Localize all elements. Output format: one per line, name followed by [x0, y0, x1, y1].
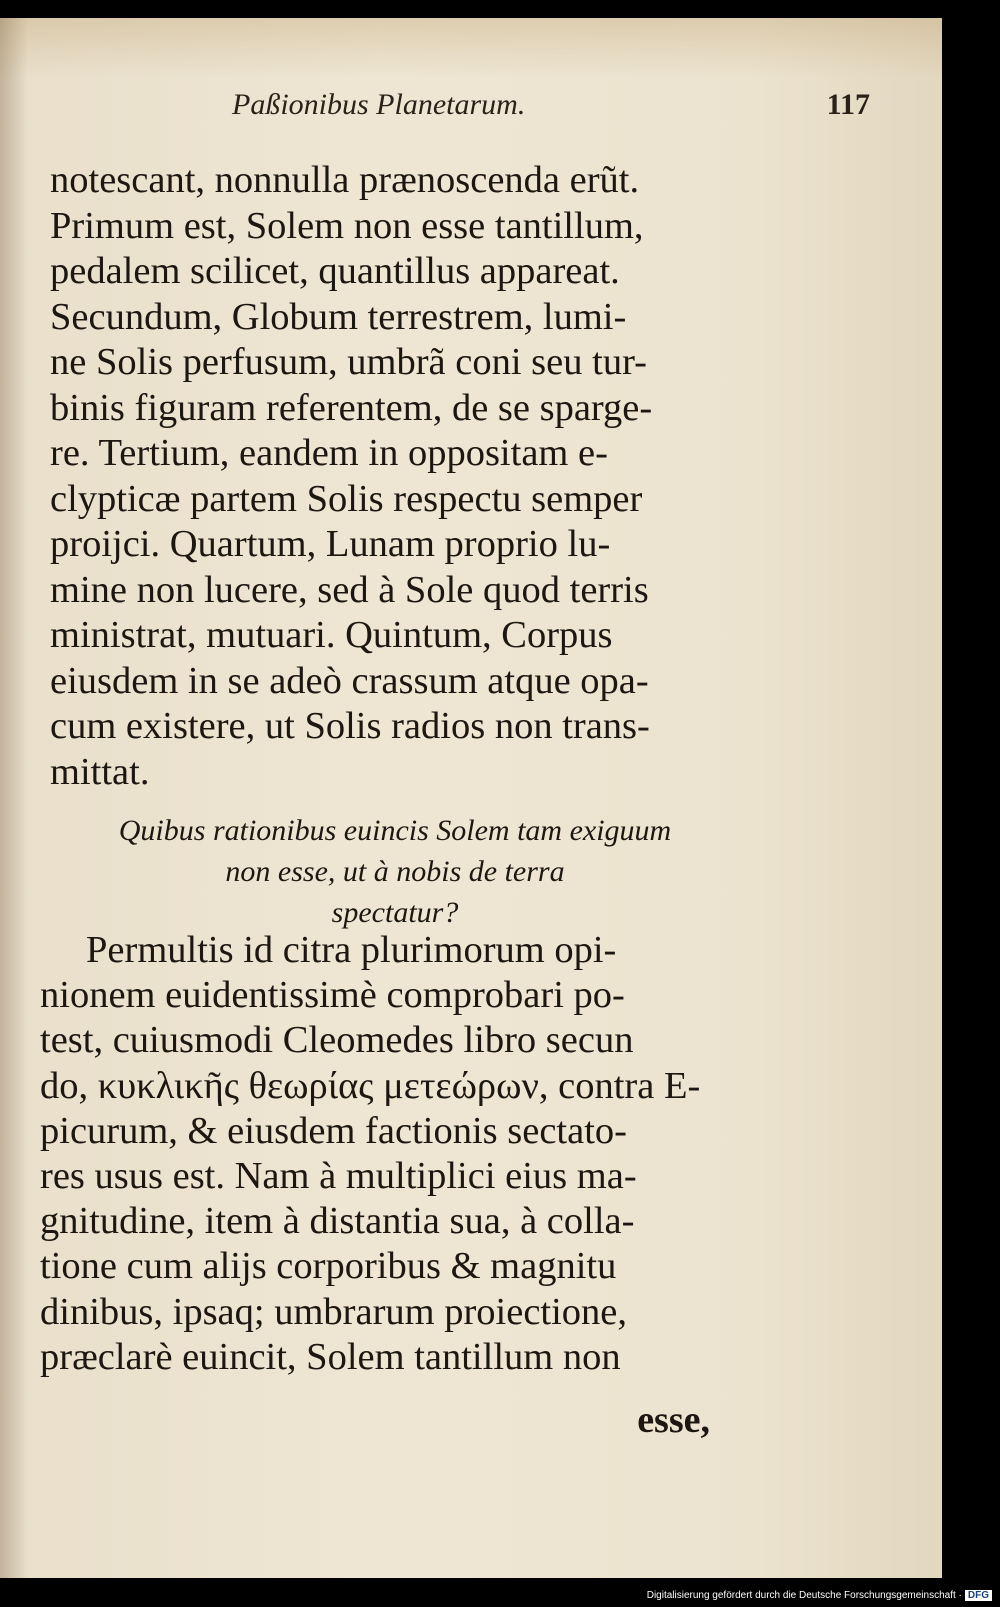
text-line: nionem euidentissimè comprobari po-	[40, 974, 625, 1017]
text-line: cum existere, ut Solis radios non trans-	[50, 705, 650, 747]
text-line: re. Tertium, eandem in oppositam e-	[50, 432, 608, 474]
text-line: pedalem scilicet, quantillus appareat.	[50, 250, 620, 292]
section-heading	[80, 810, 710, 933]
text-line: Permultis id citra plurimorum opi-	[86, 929, 617, 971]
page-header	[232, 88, 870, 128]
text-line: dinibus, ipsaq; umbrarum proiectione,	[40, 1290, 628, 1333]
text-line: mine non lucere, sed à Sole quod terris	[50, 568, 649, 611]
text-line: proijci. Quartum, Lunam proprio lu-	[50, 523, 611, 565]
text-line: præclarè euincit, Solem tantillum non	[40, 1335, 621, 1378]
heading-line: spectatur?	[331, 896, 459, 929]
text-line: ministrat, mutuari. Quintum, Corpus	[50, 614, 613, 656]
dfg-logo: DFG	[965, 1590, 992, 1601]
text-line: test, cuiusmodi Cleomedes libro secun	[40, 1019, 634, 1062]
page-number: 117	[826, 88, 870, 121]
text-line: notescant, nonnulla prænoscenda erũt.	[50, 159, 640, 201]
text-line: res usus est. Nam à multiplici eius ma-	[40, 1154, 637, 1197]
paragraph-1	[50, 158, 740, 795]
catchword: esse,	[637, 1399, 710, 1441]
text-line: eiusdem in se adeò crassum atque opa-	[50, 659, 649, 702]
text-line: picurum, & eiusdem factionis sectato-	[40, 1109, 627, 1152]
heading-line: Quibus rationibus euincis Solem tam exiguum	[118, 814, 672, 847]
heading-line: non esse, ut à nobis de terra	[225, 855, 565, 888]
digitization-footer	[647, 1590, 992, 1601]
text-line: Secundum, Globum terrestrem, lumi-	[50, 295, 627, 338]
text-line: do, κυκλικῆς θεωρίας μετεώρων, contra E-	[40, 1064, 701, 1107]
paragraph-2	[40, 928, 740, 1380]
running-title: Paßionibus Planetarum.	[232, 88, 526, 121]
text-line: tione cum alijs corporibus & magnitu	[40, 1245, 617, 1288]
footer-credit: Digitalisierung gefördert durch die Deutsche Forschungsgemeinschaft ·	[646, 1590, 962, 1601]
text-line: gnitudine, item à distantia sua, à colla-	[40, 1200, 635, 1243]
text-line: ne Solis perfusum, umbrã coni seu tur-	[50, 341, 647, 383]
book-page	[0, 18, 942, 1578]
text-line: binis figuram referentem, de se sparge-	[50, 386, 653, 429]
text-line: clypticæ partem Solis respectu semper	[50, 477, 643, 520]
text-line: Primum est, Solem non esse tantillum,	[50, 204, 644, 247]
text-line: mittat.	[50, 750, 150, 793]
